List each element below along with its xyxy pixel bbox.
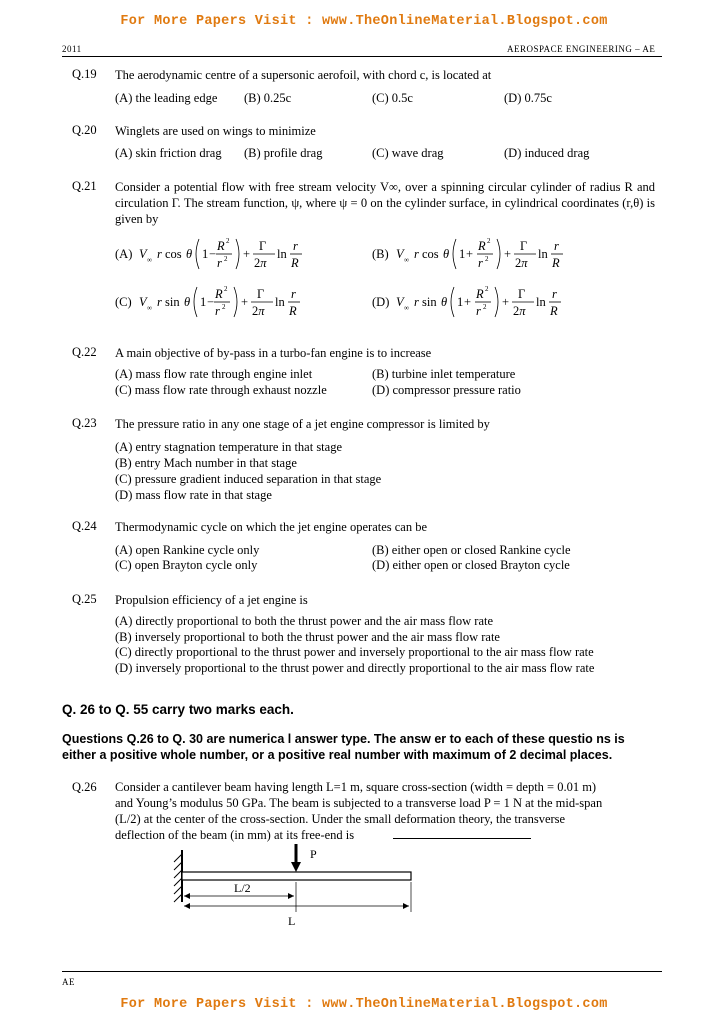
q24-number: Q.24: [72, 519, 97, 533]
footer-rule: [62, 971, 662, 972]
svg-text:∞: ∞: [404, 304, 409, 312]
section-heading-two-marks: Q. 26 to Q. 55 carry two marks each.: [62, 702, 294, 717]
q25-option-b: (B) inversely proportional to both the thrust power and the air mass flow rate: [115, 630, 500, 644]
q21-a-label: (A): [115, 247, 133, 261]
q25-option-d: (D) inversely proportional to the thrust power and directly proportional to the air mass flow rate: [115, 661, 595, 675]
q19-option-d: (D) 0.75c: [504, 91, 552, 105]
q21-formula-c: [115, 284, 345, 320]
svg-text:2: 2: [483, 303, 487, 311]
q21-a-trig: cos: [165, 247, 182, 261]
q23-option-c: (C) pressure gradient induced separation in that stage: [115, 472, 382, 486]
svg-text:r: r: [157, 295, 162, 309]
q21-formula-d: [372, 284, 602, 320]
q22-stem: A main objective of by-pass in a turbo-fan engine is to increase: [115, 346, 432, 360]
section-numerical-line1: Questions Q.26 to Q. 30 are numerica l answer type. The answ er to each of these questio ns is: [62, 732, 625, 746]
q26-answer-blank: [393, 838, 531, 839]
half-span-label: L/2: [234, 881, 251, 895]
q21-c-sign: −: [207, 295, 215, 309]
svg-text:R: R: [478, 239, 486, 253]
q21-c-trig: sin: [165, 295, 180, 309]
svg-text:V: V: [139, 247, 147, 261]
svg-text:1: 1: [200, 295, 207, 309]
q24-stem: Thermodynamic cycle on which the jet engine operates can be: [115, 520, 428, 534]
q24-option-c: (C) open Brayton cycle only: [115, 558, 258, 572]
load-arrow: [291, 844, 301, 872]
svg-text:ln: ln: [275, 295, 285, 309]
top-banner: For More Papers Visit : www.TheOnlineMaterial.Blogspot.com: [120, 14, 608, 29]
q25-number: Q.25: [72, 592, 97, 606]
svg-text:r: r: [215, 304, 220, 318]
svg-text:2π: 2π: [513, 304, 526, 318]
svg-text:R: R: [289, 304, 297, 318]
svg-text:∞: ∞: [147, 304, 152, 312]
q20-number: Q.20: [72, 123, 97, 137]
q26-line4: deflection of the beam (in mm) at its free-end is: [115, 828, 355, 842]
header-rule: [62, 56, 662, 57]
footer-code: AE: [62, 977, 75, 987]
q25-stem: Propulsion efficiency of a jet engine is: [115, 593, 308, 607]
svg-text:2π: 2π: [254, 256, 267, 270]
svg-text:2: 2: [485, 285, 489, 293]
svg-text:R: R: [291, 256, 299, 270]
svg-text:2: 2: [222, 303, 226, 311]
header-year: 2011: [62, 44, 82, 54]
svg-text:2: 2: [224, 255, 228, 263]
q21-stem: Consider a potential flow with free stream velocity V∞, over a spinning circular cylinder of radius R and circulation Γ. The stream function, ψ, where ψ = 0 on the cylinder surface, in cylindrical coordinates (r,θ) is given by: [115, 180, 655, 226]
cantilever-beam-diagram: [160, 840, 440, 940]
svg-text:2: 2: [487, 237, 491, 245]
q23-option-d: (D) mass flow rate in that stage: [115, 488, 272, 502]
svg-text:θ: θ: [443, 247, 450, 261]
svg-text:2: 2: [226, 237, 230, 245]
svg-text:r: r: [478, 256, 483, 270]
q21-b-label: (B): [372, 247, 389, 261]
svg-text:V: V: [396, 295, 404, 309]
svg-text:θ: θ: [186, 247, 193, 261]
svg-text:ln: ln: [538, 247, 548, 261]
svg-text:R: R: [215, 287, 223, 301]
q21-formula-b: [372, 236, 602, 272]
svg-text:Γ: Γ: [259, 239, 267, 253]
q21-number: Q.21: [72, 179, 97, 193]
q21-d-sign: +: [464, 295, 472, 309]
q21-option-a: [115, 236, 345, 276]
q23-option-b: (B) entry Mach number in that stage: [115, 456, 297, 470]
svg-text:ln: ln: [536, 295, 546, 309]
svg-text:Γ: Γ: [520, 239, 528, 253]
q20-option-b: (B) profile drag: [244, 146, 323, 160]
svg-text:r: r: [414, 247, 419, 261]
svg-text:∞: ∞: [147, 256, 152, 264]
q21-c-label: (C): [115, 295, 132, 309]
q23-number: Q.23: [72, 416, 97, 430]
q21-option-b: [372, 236, 602, 276]
svg-text:1: 1: [202, 247, 209, 261]
svg-text:R: R: [217, 239, 225, 253]
svg-text:+: +: [243, 247, 251, 261]
q25-option-a: (A) directly proportional to both the thrust power and the air mass flow rate: [115, 614, 494, 628]
q22-option-c: (C) mass flow rate through exhaust nozzle: [115, 383, 327, 397]
q24-option-d: (D) either open or closed Brayton cycle: [372, 558, 570, 572]
q26-line2: and Young’s modulus 50 GPa. The beam is subjected to a transverse load P = 1 N at the mid-span: [115, 796, 603, 810]
svg-text:r: r: [293, 239, 298, 253]
q21-b-sign: +: [466, 247, 474, 261]
q26-number: Q.26: [72, 780, 97, 794]
bottom-banner: For More Papers Visit : www.TheOnlineMaterial.Blogspot.com: [120, 997, 608, 1012]
span-label: L: [288, 914, 296, 928]
svg-text:Γ: Γ: [257, 287, 265, 301]
q22-option-d: (D) compressor pressure ratio: [372, 383, 521, 397]
q20-option-d: (D) induced drag: [504, 146, 590, 160]
q21-d-trig: sin: [422, 295, 437, 309]
svg-text:∞: ∞: [404, 256, 409, 264]
svg-text:V: V: [396, 247, 404, 261]
svg-text:2π: 2π: [252, 304, 265, 318]
q21-d-label: (D): [372, 295, 390, 309]
svg-text:2: 2: [485, 255, 489, 263]
svg-text:r: r: [554, 239, 559, 253]
svg-text:r: r: [552, 287, 557, 301]
q23-stem: The pressure ratio in any one stage of a jet engine compressor is limited by: [115, 417, 490, 431]
svg-text:θ: θ: [184, 295, 191, 309]
q22-option-a: (A) mass flow rate through engine inlet: [115, 367, 313, 381]
wall-hatching: [174, 854, 182, 902]
q26-line1: Consider a cantilever beam having length L=1 m, square cross-section (width = depth = 0.01 m): [115, 780, 597, 794]
svg-text:R: R: [552, 256, 560, 270]
svg-text:r: r: [476, 304, 481, 318]
q23-option-a: (A) entry stagnation temperature in that stage: [115, 440, 343, 454]
svg-text:2: 2: [224, 285, 228, 293]
q21-b-trig: cos: [422, 247, 439, 261]
q21-formula-a: [115, 236, 345, 272]
q21-option-c: [115, 284, 345, 324]
q19-stem: The aerodynamic centre of a supersonic aerofoil, with chord c, is located at: [115, 68, 492, 82]
svg-text:ln: ln: [277, 247, 287, 261]
q22-option-b: (B) turbine inlet temperature: [372, 367, 516, 381]
q25-option-c: (C) directly proportional to the thrust power and inversely proportional to the air mass flow rate: [115, 645, 594, 659]
load-label: P: [310, 847, 317, 861]
svg-text:θ: θ: [441, 295, 448, 309]
q20-option-c: (C) wave drag: [372, 146, 444, 160]
svg-text:1: 1: [459, 247, 466, 261]
beam: [182, 872, 411, 880]
svg-text:r: r: [414, 295, 419, 309]
svg-text:+: +: [502, 295, 510, 309]
q21-a-sign: −: [209, 247, 217, 261]
q24-option-b: (B) either open or closed Rankine cycle: [372, 543, 571, 557]
q24-option-a: (A) open Rankine cycle only: [115, 543, 260, 557]
header-subject: AEROSPACE ENGINEERING – AE: [507, 44, 656, 54]
svg-text:1: 1: [457, 295, 464, 309]
q20-option-a: (A) skin friction drag: [115, 146, 222, 160]
q20-stem: Winglets are used on wings to minimize: [115, 124, 316, 138]
svg-text:+: +: [241, 295, 249, 309]
section-numerical-line2: either a positive whole number, or a positive real number with maximum of 2 decimal places.: [62, 748, 613, 762]
q19-option-a: (A) the leading edge: [115, 91, 218, 105]
q19-option-c: (C) 0.5c: [372, 91, 413, 105]
svg-text:2π: 2π: [515, 256, 528, 270]
svg-text:V: V: [139, 295, 147, 309]
svg-text:r: r: [157, 247, 162, 261]
svg-text:Γ: Γ: [518, 287, 526, 301]
q19-number: Q.19: [72, 67, 97, 81]
q26-line3: (L/2) at the center of the cross-section. Under the small deformation theory, the transverse: [115, 812, 566, 826]
q22-number: Q.22: [72, 345, 97, 359]
svg-text:+: +: [504, 247, 512, 261]
svg-text:R: R: [550, 304, 558, 318]
svg-text:r: r: [217, 256, 222, 270]
svg-text:R: R: [476, 287, 484, 301]
q19-option-b: (B) 0.25c: [244, 91, 292, 105]
svg-text:r: r: [291, 287, 296, 301]
q21-option-d: [372, 284, 602, 324]
